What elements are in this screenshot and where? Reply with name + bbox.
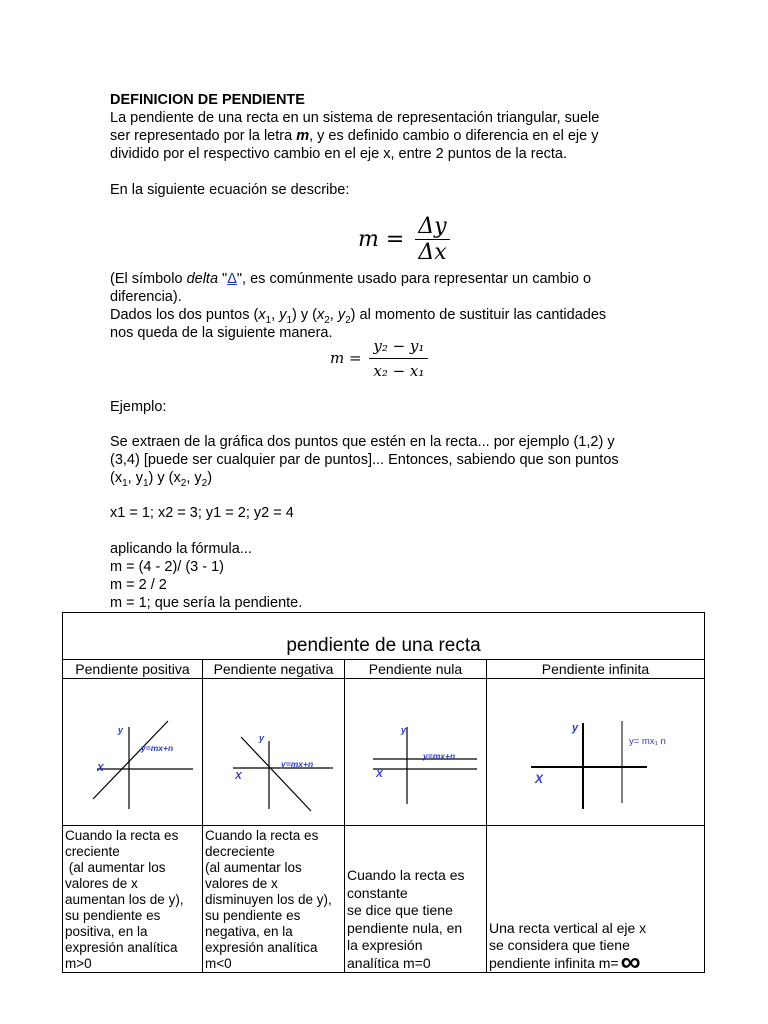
y-label: y (572, 722, 579, 734)
x-label: X (376, 769, 383, 780)
slope-formula-points: m = $\frac{\text{y₂ − y₁}}{\text{x₂ − x₁}}$ (330, 336, 428, 380)
intro-line-2: ser representado por la letra m, y es definido cambio o diferencia en el eje y (110, 128, 599, 144)
x-label: X (235, 771, 242, 782)
example-label: Ejemplo: (110, 399, 167, 415)
infinity-symbol: ∞ (620, 945, 641, 977)
slope-line (93, 721, 168, 799)
graph-infinite (487, 679, 705, 825)
apply-line-2: m = (4 - 2)/ (3 - 1) (110, 559, 225, 575)
x-label: X (97, 763, 104, 774)
intro-line-3: dividido por el respectivo cambio en el eje x, entre 2 puntos de la recta. (110, 146, 568, 162)
y-label: y (259, 733, 265, 743)
delta-note-line-2: diferencia). (110, 289, 182, 305)
formula-numerator: Δy (418, 214, 447, 239)
graph-null (345, 679, 487, 825)
intro-line-1: La pendiente de una recta en un sistema de representación triangular, suele (110, 110, 600, 126)
values-line: x1 = 1; x2 = 3; y1 = 2; y2 = 4 (110, 505, 294, 521)
y-label: y (401, 725, 407, 735)
delta-link[interactable]: Δ (227, 271, 237, 287)
delta-note-line-1: (El símbolo delta "Δ", es comúnmente usado para representar un cambio o (110, 271, 592, 287)
x-label: X (535, 772, 544, 786)
header-positive: Pendiente positiva (63, 660, 203, 679)
graph-null-cell (345, 679, 487, 826)
equation-label: y=mx+n (423, 751, 456, 761)
graph-negative-cell (203, 679, 345, 826)
points-line-1: Dados los dos puntos ($x_1$, $y_1$) y ($x_2$, $y_2$) al momento de sustituir las cantidades (110, 307, 607, 326)
graph-negative (203, 679, 345, 825)
example-line-2: (3,4) [puede ser cualquier par de puntos]... Entonces, sabiendo que son puntos (110, 452, 619, 468)
page-title: DEFINICION DE PENDIENTE (110, 92, 305, 108)
apply-line-4: m = 1; que sería la pendiente. (110, 595, 303, 611)
y-label: y (118, 725, 124, 735)
apply-line-1: aplicando la fórmula... (110, 541, 252, 557)
description-infinite: Una recta vertical al eje x se considera que tiene pendiente infinita m=∞ (487, 826, 705, 973)
points-line-2: nos queda de la siguiente manera. (110, 325, 333, 341)
slope-formula-delta: m = $\frac{\Delta y}{\Delta x}$ (358, 214, 450, 265)
equation-intro: En la siguiente ecuación se describe: (110, 182, 350, 198)
header-null: Pendiente nula (345, 660, 487, 679)
header-infinite: Pendiente infinita (487, 660, 705, 679)
equation-label: y=mx+n (281, 759, 314, 769)
graph-infinite-cell (487, 679, 705, 826)
description-negative: Cuando la recta es decreciente (al aumentar los valores de x disminuyen los de y), su pendiente es negativa, en la expresión analítica m<0 (203, 826, 345, 973)
formula2-numerator: y₂ − y₁ (373, 337, 425, 355)
graph-positive-cell (63, 679, 203, 826)
description-null: Cuando la recta es constante se dice que tiene pendiente nula, en la expresión analítica m=0 (345, 826, 487, 973)
slope-line (241, 737, 314, 811)
slope-types-table (62, 612, 705, 977)
example-line-3: ($x_1$, $y_1$) y ($x_2$, $y_2$) (110, 470, 213, 489)
table-title: pendiente de una recta (63, 613, 705, 660)
formula-denominator: Δx (418, 240, 447, 265)
description-positive: Cuando la recta es creciente (al aumentar los valores de x aumentan los de y), su pendiente es positiva, en la expresión analítica m>0 (63, 826, 203, 973)
formula2-denominator: x₂ − x₁ (373, 362, 425, 380)
example-line-1: Se extraen de la gráfica dos puntos que estén en la recta... por ejemplo (1,2) y (110, 434, 615, 450)
apply-line-3: m = 2 / 2 (110, 577, 167, 593)
equation-label: y=mx+n (141, 743, 174, 753)
header-negative: Pendiente negativa (203, 660, 345, 679)
equation-label: y= mx₁ n (629, 736, 666, 747)
graph-positive (63, 679, 203, 825)
